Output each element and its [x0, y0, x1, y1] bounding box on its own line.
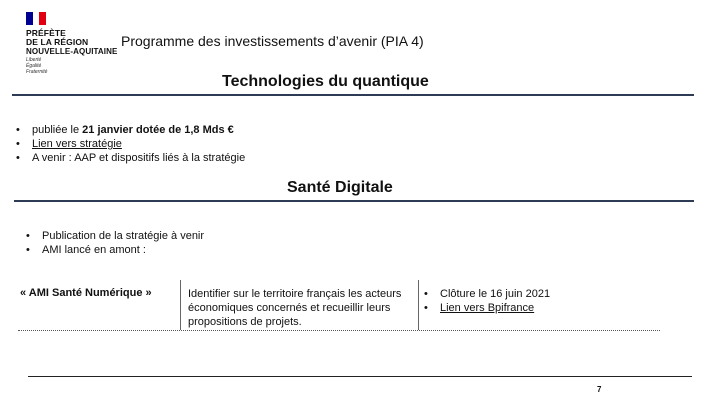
list-item: • A venir : AAP et dispositifs liés à la stratégie: [16, 152, 246, 164]
logo-line-1: PRÉFÈTE: [26, 28, 66, 38]
ami-description: Identifier sur le territoire français les acteurs économiques concernés et recueillir leurs propositions de projets.: [188, 288, 402, 328]
health-section-rule: [14, 200, 694, 202]
health-section-title: Santé Digitale: [287, 179, 393, 196]
list-item: • publiée le 21 janvier dotée de 1,8 Mds €: [16, 124, 234, 136]
column-divider: [180, 280, 181, 330]
french-flag-icon: [26, 12, 46, 25]
list-item: • Lien vers Bpifrance: [424, 302, 535, 314]
column-divider: [418, 280, 419, 330]
footer-rule: [28, 376, 692, 377]
quantum-section-title: Technologies du quantique: [222, 73, 429, 90]
health-bullet-list: [26, 229, 204, 257]
quantum-section-rule: [12, 94, 694, 96]
quantum-bullet-list: [16, 123, 245, 165]
dotted-separator: [18, 330, 660, 331]
prefecture-logo: [26, 12, 118, 75]
logo-line-3: NOUVELLE-AQUITAINE: [26, 47, 118, 56]
ami-label: « AMI Santé Numérique »: [20, 287, 152, 299]
logo-line-2: DE LA RÉGION: [26, 37, 89, 47]
page-number: 7: [597, 385, 602, 394]
logo-motto-2: Égalité: [26, 63, 42, 69]
page-title: Programme des investissements d’avenir (PIA 4): [121, 33, 424, 49]
strategy-link[interactable]: Lien vers stratégie: [32, 138, 122, 150]
ami-details-list: [424, 287, 550, 315]
list-item: • Publication de la stratégie à venir: [26, 230, 205, 242]
closing-date: Clôture le 16 juin 2021: [440, 288, 551, 300]
list-item: • Lien vers stratégie: [16, 138, 122, 150]
bpifrance-link[interactable]: Lien vers Bpifrance: [440, 302, 535, 314]
list-item: • Clôture le 16 juin 2021: [424, 288, 551, 300]
logo-motto-3: Fraternité: [26, 69, 48, 75]
publication-date-amount: 21 janvier dotée de 1,8 Mds €: [82, 124, 234, 136]
logo-motto-1: Liberté: [26, 57, 42, 63]
list-item: • AMI lancé en amont :: [26, 244, 146, 256]
